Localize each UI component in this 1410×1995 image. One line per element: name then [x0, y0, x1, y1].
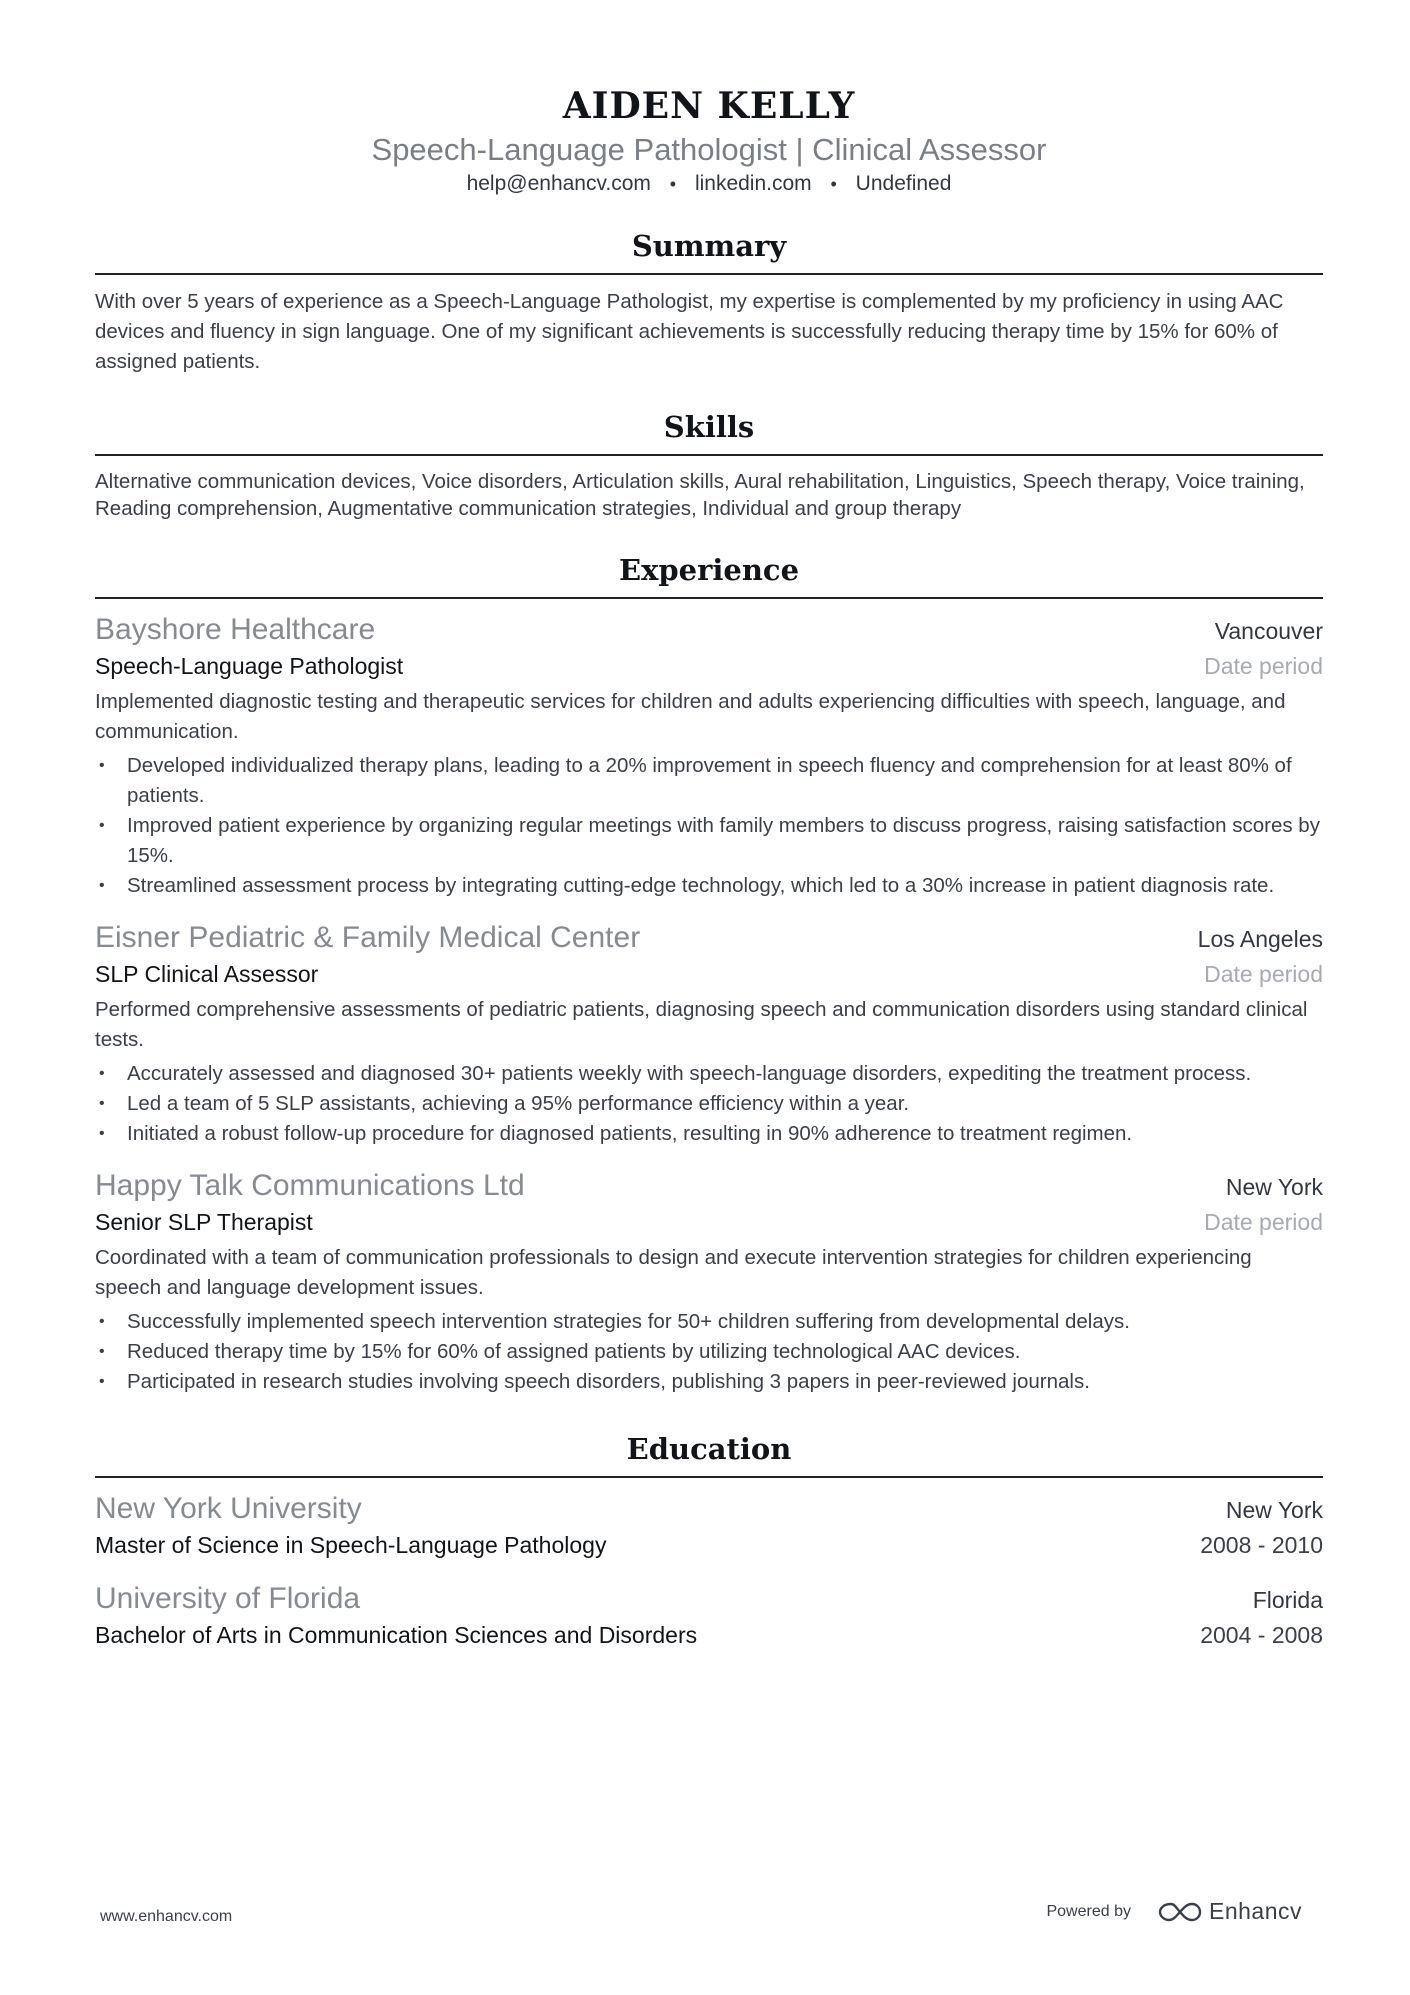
achievement-list: [95, 751, 1323, 901]
achievement-list: [95, 1307, 1323, 1397]
achievement-item: • Led a team of 5 SLP assistants, achieving a 95% performance efficiency within a year.: [95, 1089, 1323, 1119]
contact-email[interactable]: help@enhancv.com: [466, 172, 651, 195]
job-date: Date period: [1204, 653, 1323, 679]
resume-content: [95, 84, 1323, 1652]
company-name: Happy Talk Communications Ltd: [95, 1169, 525, 1202]
job-description: Performed comprehensive assessments of pediatric patients, diagnosing speech and communication disorders using standard clinical tests.: [95, 998, 1308, 1051]
company-name: Eisner Pediatric & Family Medical Center: [95, 921, 641, 954]
enhancv-logo-icon: [1157, 1900, 1203, 1924]
achievement-item: • Participated in research studies involving speech disorders, publishing 3 papers in peer-reviewed journals.: [95, 1367, 1323, 1397]
achievement-item: • Initiated a robust follow-up procedure for diagnosed patients, resulting in 90% adherence to treatment regimen.: [95, 1119, 1323, 1149]
degree-name: Bachelor of Arts in Communication Sciences and Disorders: [95, 1622, 698, 1648]
degree-name: Master of Science in Speech-Language Pathology: [95, 1532, 607, 1558]
job-title: Speech-Language Pathologist: [95, 653, 404, 679]
achievement-list: [95, 1059, 1323, 1149]
summary-heading: Summary: [95, 228, 1323, 275]
bullet-separator: •: [830, 174, 837, 194]
contact-linkedin[interactable]: linkedin.com: [694, 172, 812, 195]
bullet-separator: •: [669, 174, 677, 194]
school-location: New York: [1225, 1497, 1323, 1523]
experience-entry: [95, 1167, 1323, 1397]
experience-entry: [95, 919, 1323, 1149]
education-degree-row: [95, 1528, 1323, 1562]
education-heading: Education: [95, 1431, 1323, 1478]
achievement-item: • Streamlined assessment process by integrating cutting-edge technology, which led to a 30% increase in patient diagnosis rate.: [95, 871, 1323, 901]
education-entry: [95, 1580, 1323, 1652]
job-location: New York: [1225, 1174, 1323, 1200]
job-date: Date period: [1204, 961, 1323, 987]
education-years: 2008 - 2010: [1200, 1532, 1323, 1558]
experience-role-row: [95, 1205, 1323, 1239]
school-name: New York University: [95, 1492, 362, 1525]
experience-header-row: [95, 1167, 1323, 1205]
job-location: Vancouver: [1214, 618, 1323, 644]
experience-header-row: [95, 919, 1323, 957]
achievement-item: • Reduced therapy time by 15% for 60% of assigned patients by utilizing technological AAC devices.: [95, 1337, 1323, 1367]
education-header-row: [95, 1490, 1323, 1528]
school-location: Florida: [1252, 1587, 1323, 1613]
enhancv-logo[interactable]: [1157, 1898, 1302, 1925]
experience-role-row: [95, 957, 1323, 991]
experience-entry: [95, 611, 1323, 901]
candidate-headline: Speech-Language Pathologist | Clinical Assessor: [371, 132, 1047, 167]
enhancv-wordmark: Enhancv: [1208, 1898, 1302, 1924]
contact-line: [95, 170, 1323, 198]
candidate-name: AIDEN KELLY: [562, 85, 856, 127]
contact-location: Undefined: [855, 172, 952, 195]
job-location: Los Angeles: [1197, 926, 1323, 952]
powered-by-label: Powered by: [1046, 1902, 1131, 1920]
education-degree-row: [95, 1618, 1323, 1652]
job-description: Coordinated with a team of communication professionals to design and execute intervention strategies for children experiencing speech and language development issues.: [95, 1246, 1252, 1299]
company-name: Bayshore Healthcare: [95, 613, 376, 646]
summary-text: With over 5 years of experience as a Speech-Language Pathologist, my expertise is complemented by my proficiency in using AAC devices and fluency in sign language. One of my significant achievements is successfully reducing therapy time by 15% for 60% of assigned patients.: [95, 290, 1284, 373]
experience-header-row: [95, 611, 1323, 649]
skills-heading: Skills: [95, 409, 1323, 456]
achievement-item: • Successfully implemented speech intervention strategies for 50+ children suffering from developmental delays.: [95, 1307, 1323, 1337]
job-description: Implemented diagnostic testing and therapeutic services for children and adults experiencing difficulties with speech, language, and communication.: [95, 690, 1286, 743]
achievement-item: • Accurately assessed and diagnosed 30+ patients weekly with speech-language disorders, expediting the treatment process.: [95, 1059, 1323, 1089]
experience-heading: Experience: [95, 552, 1323, 599]
footer-website-link[interactable]: www.enhancv.com: [100, 1908, 233, 1925]
achievement-item: • Developed individualized therapy plans, leading to a 20% improvement in speech fluency and comprehension for at least 80% of patients.: [95, 751, 1323, 811]
job-title: Senior SLP Therapist: [95, 1209, 313, 1235]
education-header-row: [95, 1580, 1323, 1618]
achievement-item: • Improved patient experience by organizing regular meetings with family members to discuss progress, raising satisfaction scores by 15%.: [95, 811, 1323, 871]
job-title: SLP Clinical Assessor: [95, 961, 319, 987]
skills-text: Alternative communication devices, Voice disorders, Articulation skills, Aural rehabilitation, Linguistics, Speech therapy, Voice training, Reading comprehension, Augmentative communication strategies, Individual and group therapy: [95, 470, 1305, 520]
education-entry: [95, 1490, 1323, 1562]
job-date: Date period: [1204, 1209, 1323, 1235]
school-name: University of Florida: [95, 1582, 361, 1615]
footer-branding: [1046, 1898, 1302, 1925]
experience-role-row: [95, 649, 1323, 683]
education-years: 2004 - 2008: [1200, 1622, 1323, 1648]
